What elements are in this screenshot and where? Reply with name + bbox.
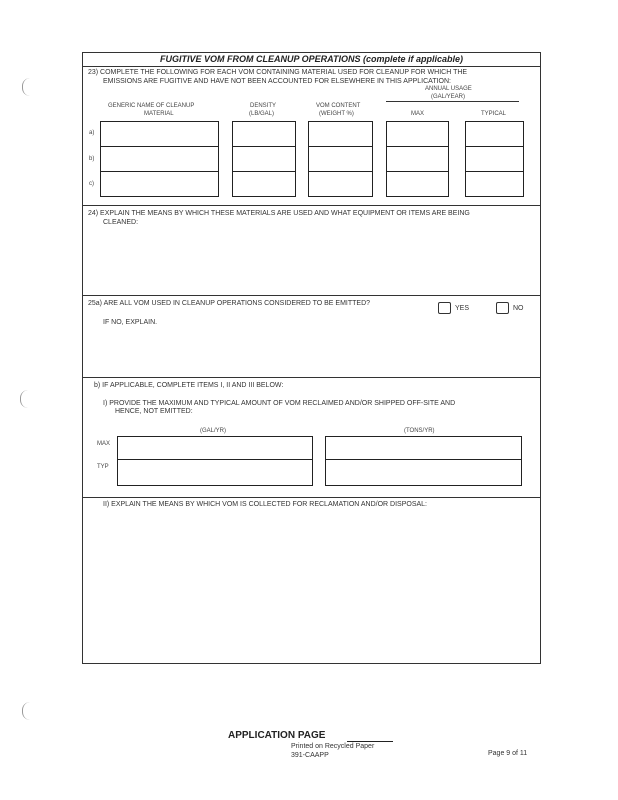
- no-label: NO: [513, 305, 524, 312]
- row-a-max-field[interactable]: [386, 121, 449, 147]
- binding-hole-mark: [20, 390, 29, 408]
- page-indicator: Page 9 of 11: [488, 750, 528, 757]
- divider: [82, 205, 541, 206]
- q24-text-line2: CLEANED:: [103, 219, 139, 226]
- recycled-paper-note: Printed on Recycled Paper: [291, 743, 375, 750]
- row-b-name-field[interactable]: [100, 146, 219, 172]
- row-a-vom-field[interactable]: [308, 121, 373, 147]
- binding-hole-mark: [22, 78, 31, 96]
- q25b-text: b) IF APPLICABLE, COMPLETE ITEMS I, II AND III BELOW:: [94, 382, 284, 389]
- q24-answer-area[interactable]: [84, 230, 538, 292]
- unit-tons-label: (TONS/YR): [404, 428, 435, 434]
- section-title: FUGITIVE VOM FROM CLEANUP OPERATIONS (complete if applicable): [159, 54, 464, 64]
- col-header-name-sub: MATERIAL: [144, 111, 174, 117]
- col-header-density-unit: (LB/GAL): [249, 111, 275, 117]
- unit-gal-label: (GAL/YR): [200, 428, 227, 434]
- row-c-name-field[interactable]: [100, 171, 219, 197]
- col-header-density: DENSITY: [250, 103, 277, 109]
- col-header-vom: VOM CONTENT: [316, 103, 361, 109]
- row-a-name-field[interactable]: [100, 121, 219, 147]
- divider: [82, 295, 541, 296]
- row-b-max-field[interactable]: [386, 146, 449, 172]
- yes-checkbox[interactable]: [438, 302, 451, 314]
- q23-text-line1: 23) COMPLETE THE FOLLOWING FOR EACH VOM CONTAINING MATERIAL USED FOR CLEANUP FOR WHICH THE: [88, 69, 468, 76]
- divider: [82, 497, 541, 498]
- row-c-max-field[interactable]: [386, 171, 449, 197]
- q23-text-line2: EMISSIONS ARE FUGITIVE AND HAVE NOT BEEN ACCOUNTED FOR ELSEWHERE IN THIS APPLICATION:: [103, 78, 451, 85]
- max-tons-field[interactable]: [325, 436, 522, 460]
- q25a-if-no: IF NO, EXPLAIN.: [103, 319, 158, 326]
- row-c-density-field[interactable]: [232, 171, 296, 197]
- row-label-c: c): [89, 181, 94, 187]
- row-a-density-field[interactable]: [232, 121, 296, 147]
- row-c-vom-field[interactable]: [308, 171, 373, 197]
- application-page-label: APPLICATION PAGE: [228, 730, 326, 741]
- col-header-vom-unit: (WEIGHT %): [319, 111, 354, 117]
- max-label: MAX: [97, 441, 111, 447]
- no-checkbox[interactable]: [496, 302, 509, 314]
- binding-hole-mark: [22, 702, 31, 720]
- divider: [82, 377, 541, 378]
- typ-gal-field[interactable]: [117, 459, 313, 486]
- col-header-max: MAX: [411, 111, 425, 117]
- q25a-explain-area[interactable]: [84, 330, 538, 375]
- divider: [82, 66, 541, 67]
- row-b-vom-field[interactable]: [308, 146, 373, 172]
- col-header-name: GENERIC NAME OF CLEANUP: [108, 103, 195, 109]
- q25-ii-answer-area[interactable]: [84, 512, 538, 658]
- annual-usage-rule: [386, 101, 519, 102]
- row-label-b: b): [89, 156, 95, 162]
- typ-tons-field[interactable]: [325, 459, 522, 486]
- row-c-typical-field[interactable]: [465, 171, 524, 197]
- yes-label: YES: [455, 305, 470, 312]
- row-b-density-field[interactable]: [232, 146, 296, 172]
- q25b-i-line2: HENCE, NOT EMITTED:: [115, 408, 193, 415]
- q25-ii-text: II) EXPLAIN THE MEANS BY WHICH VOM IS COLLECTED FOR RECLAMATION AND/OR DISPOSAL:: [103, 501, 428, 508]
- typ-label: TYP: [97, 464, 109, 470]
- row-label-a: a): [89, 130, 95, 136]
- q25a-text: 25a) ARE ALL VOM USED IN CLEANUP OPERATIONS CONSIDERED TO BE EMITTED?: [88, 300, 371, 307]
- col-header-typical: TYPICAL: [481, 111, 507, 117]
- row-b-typical-field[interactable]: [465, 146, 524, 172]
- max-gal-field[interactable]: [117, 436, 313, 460]
- annual-usage-label: ANNUAL USAGE: [425, 86, 472, 92]
- annual-usage-unit: (GAL/YEAR): [431, 94, 466, 100]
- form-id: 391-CAAPP: [291, 752, 329, 759]
- q24-text-line1: 24) EXPLAIN THE MEANS BY WHICH THESE MATERIALS ARE USED AND WHAT EQUIPMENT OR ITEMS ARE BEING: [88, 210, 470, 217]
- page-number-blank[interactable]: [347, 741, 393, 742]
- q25b-i-line1: I) PROVIDE THE MAXIMUM AND TYPICAL AMOUNT OF VOM RECLAIMED AND/OR SHIPPED OFF-SITE AND: [103, 400, 456, 407]
- row-a-typical-field[interactable]: [465, 121, 524, 147]
